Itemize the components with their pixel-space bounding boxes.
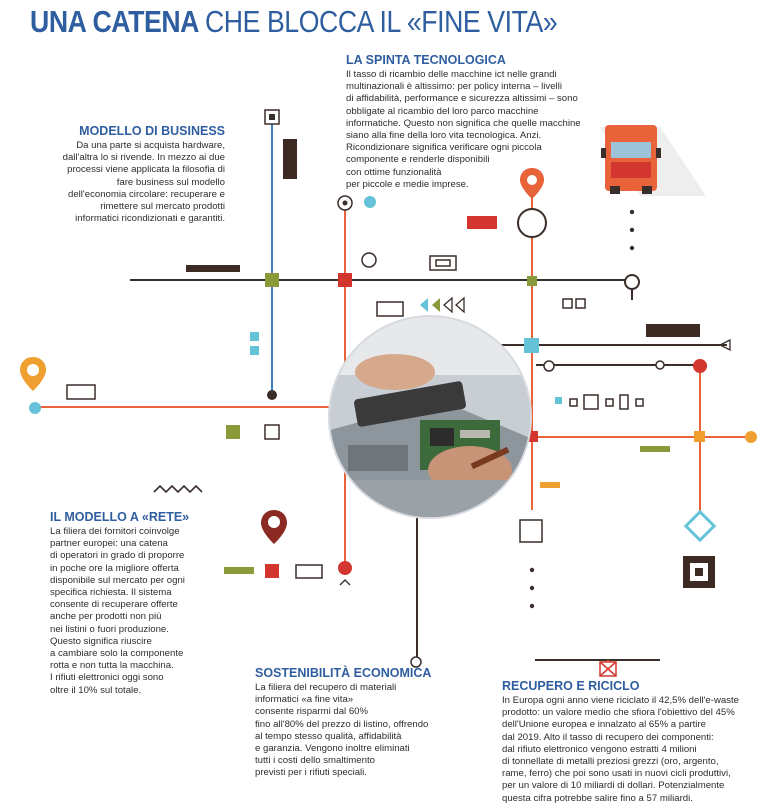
text-line: disponibile sul mercato per ogni [50,574,185,586]
page-title [30,4,557,40]
section-modello-business [40,124,225,225]
text-line: componente e renderle disponibili [346,154,490,166]
square-teal-right [524,338,539,353]
text-line: Il tasso di ricambio delle macchine ict nelle grandi [346,69,557,80]
node-circle-top-right [625,275,639,289]
section-heading: SOSTENIBILITÀ ECONOMICA [255,666,432,680]
section-body [40,140,225,225]
text-line: in poche ore la migliore offerta [50,562,179,574]
text-line: dell'Unione europea e innalzato al 65% a partire [502,719,706,731]
square-amber-right [694,431,705,442]
text-line: e garanzia. Vengono inoltre eliminati [255,743,410,755]
outline-rect-left [67,385,95,399]
text-line: consente risparmi dal 60% [255,706,369,718]
square-olive-left [226,425,240,439]
section-spinta-tecnologica [346,53,596,191]
outline-rect-a [430,256,456,270]
text-line: partner europei: una catena [50,538,168,550]
text-line: nei listini o fuori produzione. [50,623,169,635]
truck-icon [600,125,706,196]
node-dot-dark [267,390,277,400]
node-circle-right-small [544,361,554,371]
bar-olive-right [640,446,670,452]
node-dot-right-small [656,361,664,369]
text-line: rame, ferro) che poi sono usati in nuovi cicli produttivi, [502,768,731,780]
section-heading: RECUPERO E RICICLO [502,679,640,693]
dot-trails [530,210,634,608]
square-teal-b [250,346,259,355]
text-line: prodotto: un valore medio che sfiora l'obiettivo del 45% [502,707,735,719]
section-sostenibilita [255,666,455,780]
text-line: multinazionali è altissimo: per policy interna – livelli [346,81,562,93]
text-line: dell'economia circolare: recuperare e [67,188,225,200]
bar-amber-mid [540,482,560,488]
text-line: questa cifra potrebbe salire fino a 57 miliardi. [502,792,693,804]
map-pin-icon [261,510,287,544]
node-circle-large [518,209,546,237]
zigzag-line [154,486,202,492]
text-line: Ricondizionare significa verificare ogni piccola [346,142,542,154]
text-line: a cambiare solo la componente [50,648,184,660]
node-dot-red-bottom [338,561,352,575]
node-circle-small [362,253,376,267]
text-line: In Europa ogni anno viene riciclato il 42,5% dell'e-waste [502,695,740,706]
bar-dark-vertical [283,139,297,179]
text-line: rimettere sul mercato prodotti [100,201,225,213]
outline-square-left [265,425,279,439]
crossed-box-icon [600,662,616,676]
node-dot-amber [745,431,757,443]
text-line: consente di recuperare offerte [50,599,178,611]
map-pin-icon [20,357,46,391]
text-line: oltre il 10% sul totale. [50,684,142,696]
section-recupero-riciclo [502,679,768,805]
text-line: I rifiuti elettronici oggi sono [50,672,164,684]
text-line: con ottime funzionalità [346,166,442,178]
text-line: specifica richiesta. Il sistema [50,587,172,599]
bar-dark-left [186,265,240,272]
text-line: dal rifiuto elettronico vengono estratti 4 milioni [502,743,697,755]
text-line: anche per prodotti non più [50,611,162,623]
section-heading: MODELLO DI BUSINESS [79,124,225,138]
text-line: per piccole e medie imprese. [346,178,469,190]
text-line: obbligate al ricambio del loro parco macchine [346,105,539,117]
node-dot-teal [364,196,376,208]
square-teal-a [250,332,259,341]
section-body [502,695,768,805]
text-line: Questo significa riuscire [50,635,152,647]
text-line: di affidabilità, performance e sicurezza altissimi – sono [346,93,578,105]
text-line: rotta e non tutta la macchina. [50,660,174,672]
text-line: Da una parte si acquista hardware, [76,140,225,151]
text-line: dall'altra lo si rivende. In mezzo ai due [62,152,225,164]
node-dot-red-right [693,359,707,373]
text-line: informatiche. Questo non significa che quelle macchine [346,117,581,129]
square-olive-right [527,276,537,286]
text-line: al tempo stesso qualità, affidabilità [255,730,402,742]
text-line: di tonnellate di metalli preziosi grezzi (oro, argento, [502,756,719,768]
square-red-bottom [265,564,279,578]
section-heading: LA SPINTA TECNOLOGICA [346,53,506,67]
node-dot-blue-left [29,402,41,414]
text-line: previsti per i rifiuti speciali. [255,767,367,779]
bar-red-mid [467,216,497,229]
section-body [50,526,220,697]
section-modello-rete [50,510,220,697]
section-heading: IL MODELLO A «RETE» [50,510,190,524]
outline-squares-c [563,299,572,308]
text-line: dal 2019. Alto il tasso di recupero dei componenti: [502,731,714,743]
bar-olive-bottom [224,567,254,574]
section-body [255,682,455,780]
square-teal-small [555,397,562,404]
title-part-bold: UNA CATENA [30,4,198,39]
square-red-top [338,273,352,287]
diamond-icon [686,512,714,540]
square-olive-top [265,273,279,287]
outline-rect-bottom [296,565,322,578]
text-line: La filiera dei fornitori coinvolge [50,526,180,537]
outline-square-bottom [520,520,542,542]
text-line: La filiera del recupero di materiali [255,682,397,693]
text-line: informatici «a fine vita» [255,694,354,706]
section-body [346,69,596,191]
text-line: tutti i costi dello smaltimento [255,755,375,767]
target-icon [683,556,715,588]
text-line: per un valore di 10 miliardi di dollari. Potenzialmente [502,780,725,792]
outline-rect-b [377,302,403,316]
text-line: fare business sul modello [116,176,225,188]
text-line: processi viene applicata la filosofia di [67,164,225,176]
text-line: fino all'80% del prezzo di listino, offrendo [255,718,429,730]
text-line: informatici ricondizionati e garantiti. [75,213,225,225]
text-line: di operatori in grado di proporre [50,550,185,562]
title-part-light: CHE BLOCCA IL «FINE VITA» [204,4,558,39]
text-line: siano alla fine della loro vita tecnologica. Anzi. [346,130,542,142]
bar-dark-right [646,324,700,337]
